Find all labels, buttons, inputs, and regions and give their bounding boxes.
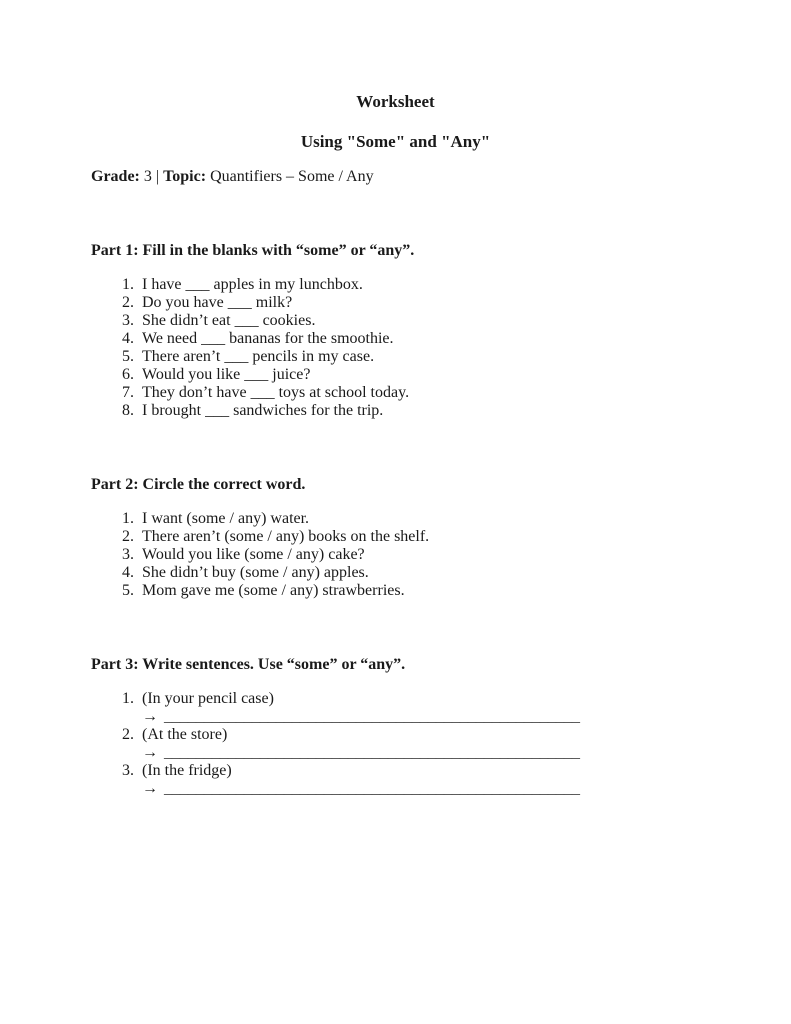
list-item: [138, 690, 700, 726]
list-item: 7. They don’t have ___ toys at school today.: [138, 384, 700, 402]
meta-line: [91, 168, 700, 186]
list-item: 5. There aren’t ___ pencils in my case.: [138, 348, 700, 366]
list-item: 8. I brought ___ sandwiches for the trip.: [138, 402, 700, 420]
answer-line: [142, 708, 700, 726]
part3-section: [91, 656, 700, 798]
part2-heading: Part 2: Circle the correct word.: [91, 476, 306, 493]
list-item: 5. Mom gave me (some / any) strawberries.: [138, 582, 700, 600]
list-item: [138, 726, 700, 762]
arrow-icon: →: [142, 744, 158, 761]
answer-line: [142, 744, 700, 762]
list-item: 3. Would you like (some / any) cake?: [138, 546, 700, 564]
part2-list: [91, 510, 700, 600]
grade-value: 3: [143, 168, 152, 185]
page-title: Worksheet: [356, 92, 435, 111]
answer-blank: ____________________________________________________: [164, 744, 580, 761]
sentence-prompt: 1. (In your pencil case): [142, 690, 274, 707]
meta-separator: |: [155, 168, 160, 185]
answer-blank: ____________________________________________________: [164, 780, 580, 797]
answer-blank: ____________________________________________________: [164, 708, 580, 725]
list-item: 4. We need ___ bananas for the smoothie.: [138, 330, 700, 348]
list-item: 1. I want (some / any) water.: [138, 510, 700, 528]
grade-label: Grade:: [91, 168, 140, 185]
list-item: 3. She didn’t eat ___ cookies.: [138, 312, 700, 330]
topic-value: Quantifiers – Some / Any: [210, 168, 374, 185]
list-item: 4. She didn’t buy (some / any) apples.: [138, 564, 700, 582]
part3-heading: Part 3: Write sentences. Use “some” or “any”.: [91, 656, 406, 673]
part1-list: [91, 276, 700, 420]
sentence-prompt: 3. (In the fridge): [142, 762, 232, 779]
arrow-icon: →: [142, 780, 158, 797]
part1-heading: Part 1: Fill in the blanks with “some” or “any”.: [91, 242, 415, 259]
sentence-prompt: 2. (At the store): [142, 726, 228, 743]
list-item: 6. Would you like ___ juice?: [138, 366, 700, 384]
page-subtitle: Using "Some" and "Any": [300, 132, 491, 151]
topic-label: Topic:: [163, 168, 207, 185]
list-item: [138, 762, 700, 798]
list-item: 2. Do you have ___ milk?: [138, 294, 700, 312]
part3-list: [91, 690, 700, 798]
arrow-icon: →: [142, 708, 158, 725]
list-item: 1. I have ___ apples in my lunchbox.: [138, 276, 700, 294]
list-item: 2. There aren’t (some / any) books on the shelf.: [138, 528, 700, 546]
answer-line: [142, 780, 700, 798]
part1-section: [91, 242, 700, 420]
part2-section: [91, 476, 700, 600]
